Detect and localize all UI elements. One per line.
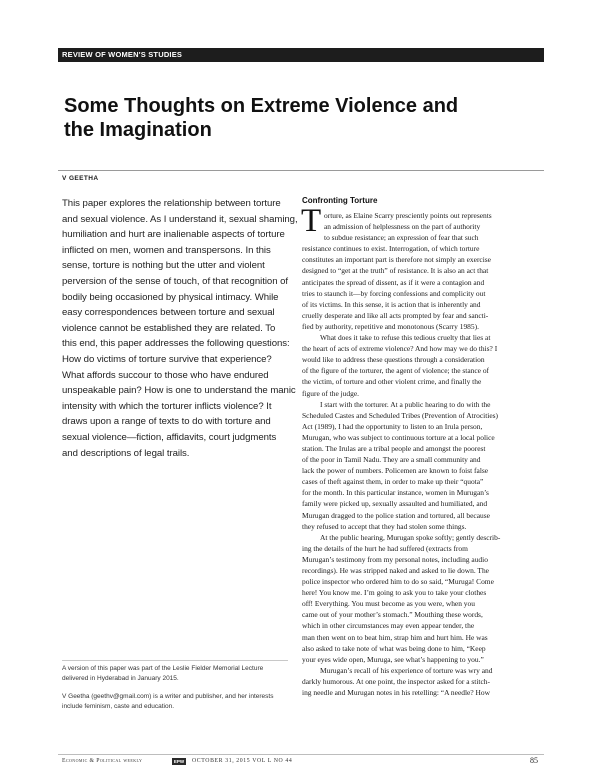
body-line: to subdue resistance; an expression of fear that such	[324, 233, 479, 243]
abstract-line: sense, torture is nothing but the utter and violent	[62, 260, 265, 272]
body-line: of the poor in Tamil Nadu. They are a small community and	[302, 455, 481, 465]
body-line: resistance continues to exist. Interrogation, of which torture	[302, 244, 480, 254]
body-line: the victim, of torture and other violent crime, and finally the	[302, 377, 482, 387]
abstract-line: How do victims of torture survive that experience?	[62, 353, 272, 365]
body-line: Murugan, who was subject to continuous torture at a local police	[302, 432, 495, 442]
abstract	[62, 196, 298, 461]
section-label: REVIEW OF WOMEN'S STUDIES	[58, 48, 544, 62]
body-line: cases of theft against them, in order to make up their “quota”	[302, 477, 484, 487]
body-line: anticipates the spread of dissent, as if it were a contagion and	[302, 277, 485, 287]
author-byline: V GEETHA	[62, 175, 99, 182]
epw-logo: EPW	[173, 759, 185, 764]
body-line: station. The Irulas are a tribal people and amongst the poorest	[302, 443, 486, 453]
page-number: 85	[530, 756, 538, 765]
abstract-line: draws upon a range of texts to do with torture and	[62, 416, 271, 428]
body-line: orture, as Elaine Scarry presciently points out represents	[324, 211, 492, 220]
body-line: cruelly desperate and like all acts prompted by fear and sancti-	[302, 310, 489, 320]
footnote-lecture	[62, 664, 290, 683]
body-line: an admission of helplessness on the part of authority	[324, 222, 481, 232]
body-line: Scheduled Castes and Scheduled Tribes (Prevention of Atrocities)	[302, 410, 499, 420]
body-line: ing needle and Murugan notes in his retelling: “A needle? How	[302, 688, 490, 698]
abstract-line: intensity with which the torturer inflicts violence? It	[62, 400, 272, 412]
footer-divider	[58, 754, 544, 755]
abstract-line: humiliation and hurt are inalienable aspects of torture	[62, 229, 285, 241]
body-line: recordings). He was stripped naked and asked to lie down. The	[302, 566, 489, 575]
abstract-line: easy correspondences between torture and sexual	[62, 307, 275, 319]
abstract-line: and sexual violence. As I understand it, sexual shaming,	[62, 213, 298, 225]
body-line: off! Everything. You must become as you were, when you	[302, 599, 475, 609]
body-line: What does it take to refuse this tedious cruelty that lies at	[320, 333, 491, 343]
body-line: here! You know me. I’m going to ask you to take your clothes	[302, 588, 487, 598]
body-line: of its victims. In this sense, it is action that is inherently and	[302, 299, 481, 309]
body-line: for the month. In this particular instance, women in Murugan’s	[302, 488, 489, 498]
abstract-line: sexual violence—fiction, affidavits, court judgments	[62, 431, 277, 443]
body-line: which in other circumstances may even appear tender, the	[302, 621, 475, 631]
section-heading: Confronting Torture	[302, 196, 378, 205]
body-line: fied by authority, repetitive and monotonous (Scarry 1985).	[302, 321, 479, 331]
body-line: tries to staunch it—by forcing confessions and complicity out	[302, 288, 486, 298]
body-line: also asked to take note of what was being done to him, “Keep	[302, 643, 486, 653]
body-line: police inspector who ordered him to do so said, “Muruga! Come	[302, 577, 494, 587]
title-divider	[58, 170, 544, 171]
abstract-line: and descriptions of legal trails.	[62, 447, 190, 459]
abstract-line: This paper explores the relationship between torture	[62, 198, 281, 209]
footnote-divider	[62, 660, 288, 661]
footnote-line: V Geetha (geethv@gmail.com) is a writer and publisher, and her interests	[62, 693, 274, 700]
body-line: would like to address these questions through a consideration	[302, 355, 485, 365]
article-title	[64, 94, 484, 142]
footnote-author-bio	[62, 692, 290, 711]
abstract-line: violence cannot be established they are related. To	[62, 322, 276, 334]
drop-cap: T	[301, 203, 322, 239]
body-line: Murugan’s testimony from my personal notes, including audio	[302, 554, 488, 564]
body-line: At the public hearing, Murugan spoke softly; gently describ-	[320, 532, 501, 542]
footnote-line: A version of this paper was part of the Leslie Fielder Memorial Lecture	[62, 665, 264, 672]
body-line: of the figure of the torturer, the agent of violence; the stance of	[302, 366, 490, 376]
body-line: darkly humorous. At one point, the inspector asked for a stitch-	[302, 676, 490, 686]
body-line: constitutes an important part is therefore not simply an exercise	[302, 255, 491, 265]
body-line: figure of the judge.	[302, 388, 360, 398]
abstract-line: bodily being occasioned by physical intimacy. While	[62, 291, 279, 303]
footnote-line: include feminism, caste and education.	[62, 702, 175, 710]
body-line: man then went on to beat him, strap him and hurt him. He was	[302, 632, 488, 642]
body-line: lack the power of numbers. Policemen are known to foist false	[302, 466, 489, 476]
body-line: Murugan dragged to the police station and tortured, all because	[302, 510, 490, 520]
footer-issue-date: OCTOBER 31, 2015 VOL L NO 44	[192, 758, 293, 764]
body-line: your eyes wide open, Muruga, see what’s happening to you.”	[302, 654, 484, 664]
abstract-line: unspeakable pain? How is one to understand the manic	[62, 385, 296, 397]
body-line: I start with the torturer. At a public hearing to do with the	[320, 399, 491, 409]
body-line: they refused to accept that they had stolen some things.	[302, 521, 467, 531]
abstract-line: this end, this paper addresses the following questions:	[62, 338, 290, 350]
body-line: family were picked up, sexually assaulted and humiliated, and	[302, 499, 488, 509]
abstract-line: inflicted on men, women and transpersons. In this	[62, 244, 271, 256]
title-line: Some Thoughts on Extreme Violence and	[64, 95, 459, 117]
body-line: the heart of acts of extreme violence? And how may we do this? I	[302, 344, 498, 354]
body-line: Murugan’s recall of his experience of torture was wry and	[320, 665, 493, 675]
footnote-line: delivered in Hyderabad in January 2015.	[62, 674, 179, 682]
body-line: Act (1989), I had the opportunity to listen to an Irula person,	[302, 421, 483, 431]
title-line: the Imagination	[64, 119, 212, 141]
abstract-line: perversion of the sense of touch, of that recognition of	[62, 275, 288, 287]
body-line: designed to “get at the truth” of resistance. It is also an act that	[302, 266, 489, 276]
body-line: ing the details of the hurt he had suffered (extracts from	[302, 543, 468, 553]
body-text	[302, 210, 546, 698]
footer-journal-name: Economic & Political weekly	[62, 758, 143, 764]
abstract-line: What affords succour to those who have endured	[62, 369, 269, 381]
body-line: came out of your mother’s stomach.” Mouthing these words,	[302, 610, 483, 620]
